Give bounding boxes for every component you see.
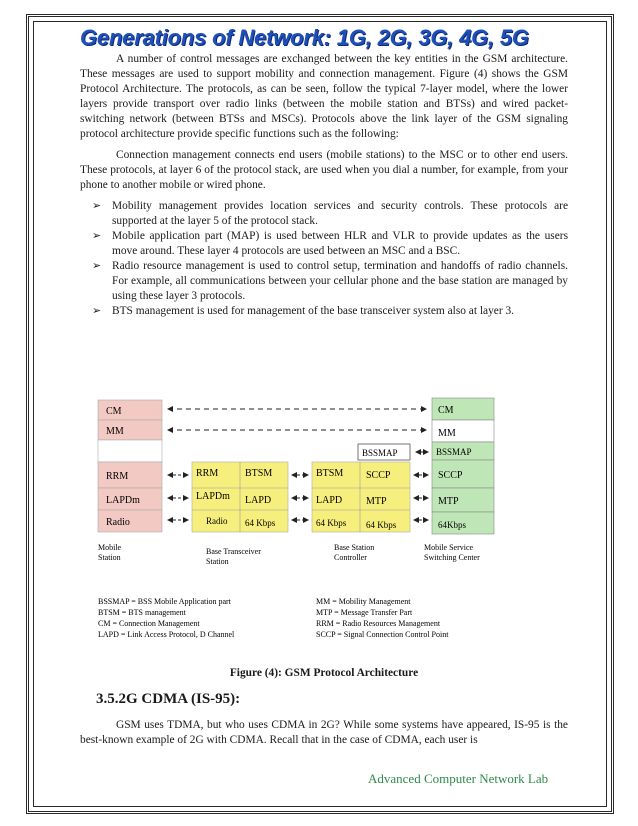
- bts-layer-64kbps: 64 Kbps: [245, 518, 276, 528]
- bsc-layer-mtp: MTP: [366, 496, 387, 507]
- bts-layer-radio: Radio: [206, 516, 228, 526]
- list-item: ➢ Mobility management provides location services and security controls. These protocols are supported at the layer 5 of the protocol stack.: [92, 200, 568, 227]
- bts-layer-rrm: RRM: [196, 468, 219, 479]
- paragraph-connection-management: Connection management connects end users (mobile stations) to the MSC or to other end users. These protocols, at layer 6 of the protocol stack, are used when you dial a number, for example, from your phone to another mobile or wired phone.: [80, 149, 568, 191]
- ms-layer-lapdm: LAPDm: [106, 495, 140, 506]
- msc-layer-mm: MM: [438, 428, 456, 439]
- bts-label-line2: Station: [206, 557, 229, 566]
- arrow-bullet-icon: ➢: [92, 200, 102, 212]
- bsc-layer-64kbps-right: 64 Kbps: [366, 520, 397, 530]
- bsc-layer-64kbps: 64 Kbps: [316, 518, 347, 528]
- figure-caption: Figure (4): GSM Protocol Architecture: [229, 667, 419, 679]
- ms-layer-rrm: RRM: [106, 471, 129, 482]
- bts-label-line1: Base Transceiver: [206, 547, 261, 556]
- page-title: Generations of Network: 1G, 2G, 3G, 4G, 5G: [80, 25, 529, 50]
- bts-layer-lapdm: LAPDm: [196, 491, 230, 502]
- legend-mm: MM = Mobility Management: [316, 597, 411, 606]
- bts-stack: [192, 462, 288, 566]
- page-content: [80, 24, 568, 319]
- paragraph-intro: A number of control messages are exchanged between the key entities in the GSM architecture. These messages are used to support mobility and connection management. Figure (4) shows the GSM Protocol Architecture. The protocols, as can be seen, follow the typical 7-layer model, where the lower layers provide transport over radio links (between the mobile station and BTSs) and wired packet-switching network (between BTSs and MSCs). Protocols above the link layer of the GSM signaling protocol architecture provide specific functions such as the following:: [80, 53, 568, 140]
- ms-layer-mm: MM: [106, 426, 124, 437]
- bts-layer-lapd: LAPD: [245, 495, 272, 506]
- msc-layer-sccp: SCCP: [438, 470, 463, 481]
- bsc-label-line2: Controller: [334, 553, 367, 562]
- bsc-layer-lapd: LAPD: [316, 495, 343, 506]
- legend-lapd: LAPD = Link Access Protocol, D Channel: [98, 630, 235, 639]
- ms-layer-cm: CM: [106, 406, 122, 417]
- protocol-bullet-list: [80, 199, 568, 319]
- ms-label-line1: Mobile: [98, 543, 122, 552]
- bsc-label-line1: Base Station: [334, 543, 375, 552]
- section-paragraph: GSM uses TDMA, but who uses CDMA in 2G? While some systems have appeared, IS-95 is the best-known example of 2G with CDMA. Recall that in the case of CDMA, each user is: [80, 719, 568, 746]
- legend-cm: CM = Connection Management: [98, 619, 200, 628]
- msc-label-line1: Mobile Service: [424, 543, 474, 552]
- list-item: ➢ Radio resource management is used to control setup, termination and handoffs of radio channels. For example, all communications between your cellular phone and the base station are managed by using these layer 3 protocols.: [92, 260, 568, 302]
- msc-layer-cm: CM: [438, 405, 454, 416]
- legend-rrm: RRM = Radio Resources Management: [316, 619, 441, 628]
- bsc-layer-btsm: BTSM: [316, 468, 344, 479]
- section-heading: 3.5.2G CDMA (IS-95):: [96, 691, 241, 707]
- bts-layer-btsm: BTSM: [245, 468, 273, 479]
- gsm-protocol-diagram: [88, 392, 480, 657]
- gsm-protocol-figure: [88, 392, 480, 657]
- msc-layer-64kbps: 64Kbps: [438, 520, 467, 530]
- msc-layer-bssmap: BSSMAP: [436, 447, 472, 457]
- list-item: ➢ Mobile application part (MAP) is used between HLR and VLR to provide updates as the users move around. These layer 4 protocols are used between an MSC and a BSC.: [92, 230, 568, 257]
- bsc-layer-bssmap: BSSMAP: [362, 448, 398, 458]
- bsc-layer-sccp: SCCP: [366, 470, 391, 481]
- legend-mtp: MTP = Message Transfer Part: [316, 608, 413, 617]
- figure-legend: [98, 597, 449, 639]
- msc-layer-mtp: MTP: [438, 496, 459, 507]
- ms-layer-radio: Radio: [106, 517, 130, 528]
- ms-label-line2: Station: [98, 553, 121, 562]
- arrow-bullet-icon: ➢: [92, 305, 102, 317]
- page-footer: Advanced Computer Network Lab: [368, 771, 549, 786]
- list-item: ➢ BTS management is used for management of the base transceiver system also at layer 3.: [92, 305, 515, 317]
- legend-bssmap: BSSMAP = BSS Mobile Application part: [98, 597, 231, 606]
- msc-label-line2: Switching Center: [424, 553, 480, 562]
- legend-btsm: BTSM = BTS management: [98, 608, 186, 617]
- arrow-bullet-icon: ➢: [92, 230, 102, 242]
- legend-sccp: SCCP = Signal Connection Control Point: [316, 630, 449, 639]
- bsc-stack: [312, 444, 410, 562]
- arrow-bullet-icon: ➢: [92, 260, 102, 272]
- mobile-station-stack: [98, 400, 162, 562]
